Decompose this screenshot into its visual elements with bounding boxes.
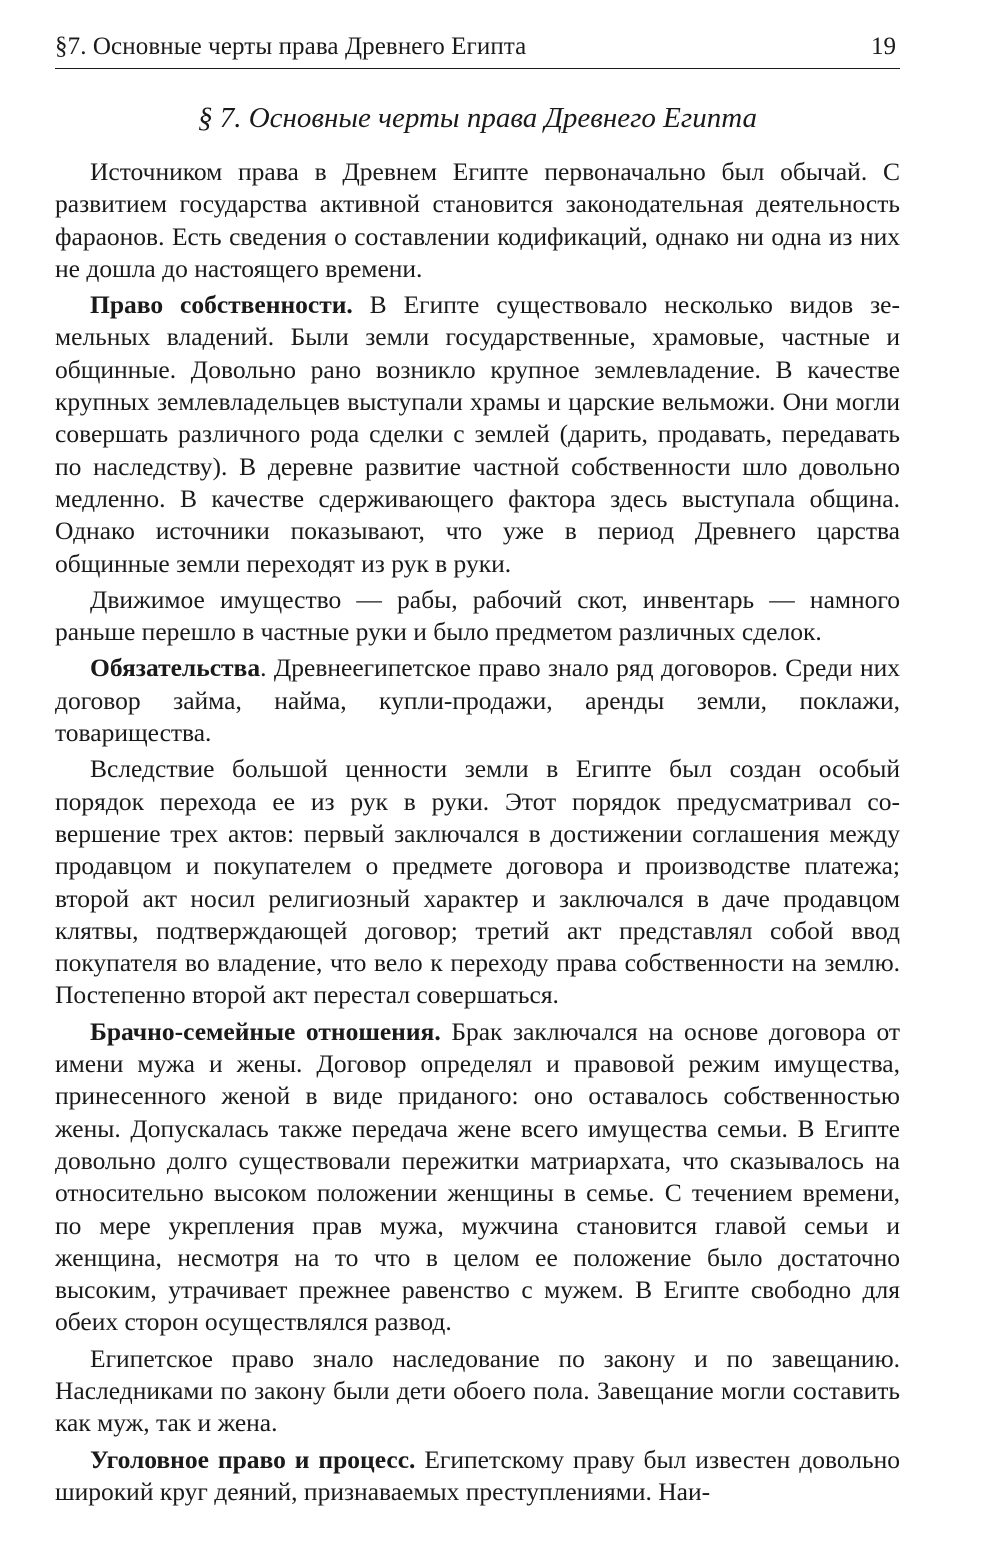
paragraph-sources	[55, 156, 900, 285]
page-number: 19	[871, 33, 896, 60]
paragraph-criminal-law	[55, 1444, 900, 1509]
paragraph-text: Вследствие большой ценности земли в Египте был создан особый порядок перехода ее из рук в руки. Этот порядок предусматривал совершение трех актов: первый заключался в достижении соглашения между продавцом и покупателем о предмете договора и производстве платежа; второй акт носил религиозный характер и заключался в даче продавцом клятвы, подтверждающей договор; третий акт представлял собой ввод покупателя во владение, что вело к переходу права собственности на землю. Постепенно второй акт перестал совершаться.	[55, 754, 900, 1010]
paragraph-inheritance	[55, 1343, 900, 1440]
paragraph-text: В Египте существовало несколько видов земельных владений. Были земли государственные, храмовые, частные и общинные. Довольно рано возникло крупное землевладение. В качестве крупных землевладельцев выступали храмы и царские вельможи. Они могли совершать различного рода сделки с землей (дарить, продавать, передавать по наследству). В деревне развитие частной собственности шло довольно медленно. В качестве сдерживающего фактора здесь выступала община. Однако источники показывают, что уже в период Древнего царства общинные земли переходят из рук в руки.	[55, 290, 900, 578]
paragraph-obligations	[55, 652, 900, 749]
paragraph-property	[55, 289, 900, 580]
paragraph-family	[55, 1016, 900, 1339]
paragraph-text: Движимое имущество — рабы, рабочий скот, инвентарь — намного раньше перешло в частные руки и было предметом различных сделок.	[55, 584, 900, 647]
paragraph-lead: Уголовное право и процесс.	[90, 1444, 416, 1474]
paragraph-text: Брак заключался на основе договора от имени мужа и жены. Договор определял и правовой режим имущества, принесенного женой в виде приданого: оно оставалось собственностью жены. Допускалась также передача жене всего имущества семьи. В Египте довольно долго существовали пережитки матриархата, что сказывалось на относительно высоком положении женщины в семье. С течением времени, по мере укрепления прав мужа, мужчина становится главой семьи и женщина, несмотря на то что в целом ее положение было достаточно высоким, утрачивает прежнее равенство с мужем. В Египте свободно для обеих сторон осуществлялся развод.	[55, 1016, 900, 1337]
book-page	[55, 30, 900, 1512]
paragraph-lead: Брачно-семейные отношения.	[90, 1016, 441, 1046]
paragraph-movable-property	[55, 584, 900, 649]
paragraph-text: Источником права в Древнем Египте первоначально был обычай. С развитием государства активной становится законодательная деятельность фараонов. Есть сведения о составлении кодификаций, однако ни одна из них не дошла до настоящего времени.	[55, 157, 900, 283]
paragraph-lead: Обязательства	[90, 653, 261, 683]
paragraph-text: . Древнеегипетское право знало ряд договоров. Среди них договор займа, найма, купли-продажи, аренды земли, поклажи, товарищества.	[55, 653, 900, 748]
section-heading: § 7. Основные черты права Древнего Египта	[197, 102, 758, 134]
paragraph-text: Египетскому праву был известен довольно широкий круг деяний, признаваемых преступлениями. Наи-	[55, 1444, 900, 1506]
paragraph-text: Египетское право знало наследование по закону и по завещанию. Наследниками по закону были дети обоего пола. Завещание могли составить как муж, так и жена.	[55, 1343, 900, 1438]
running-header	[55, 30, 900, 69]
paragraph-lead: Право собственности.	[90, 290, 353, 320]
paragraph-land-transfer	[55, 753, 900, 1011]
running-title: §7. Основные черты права Древнего Египта	[55, 33, 527, 60]
